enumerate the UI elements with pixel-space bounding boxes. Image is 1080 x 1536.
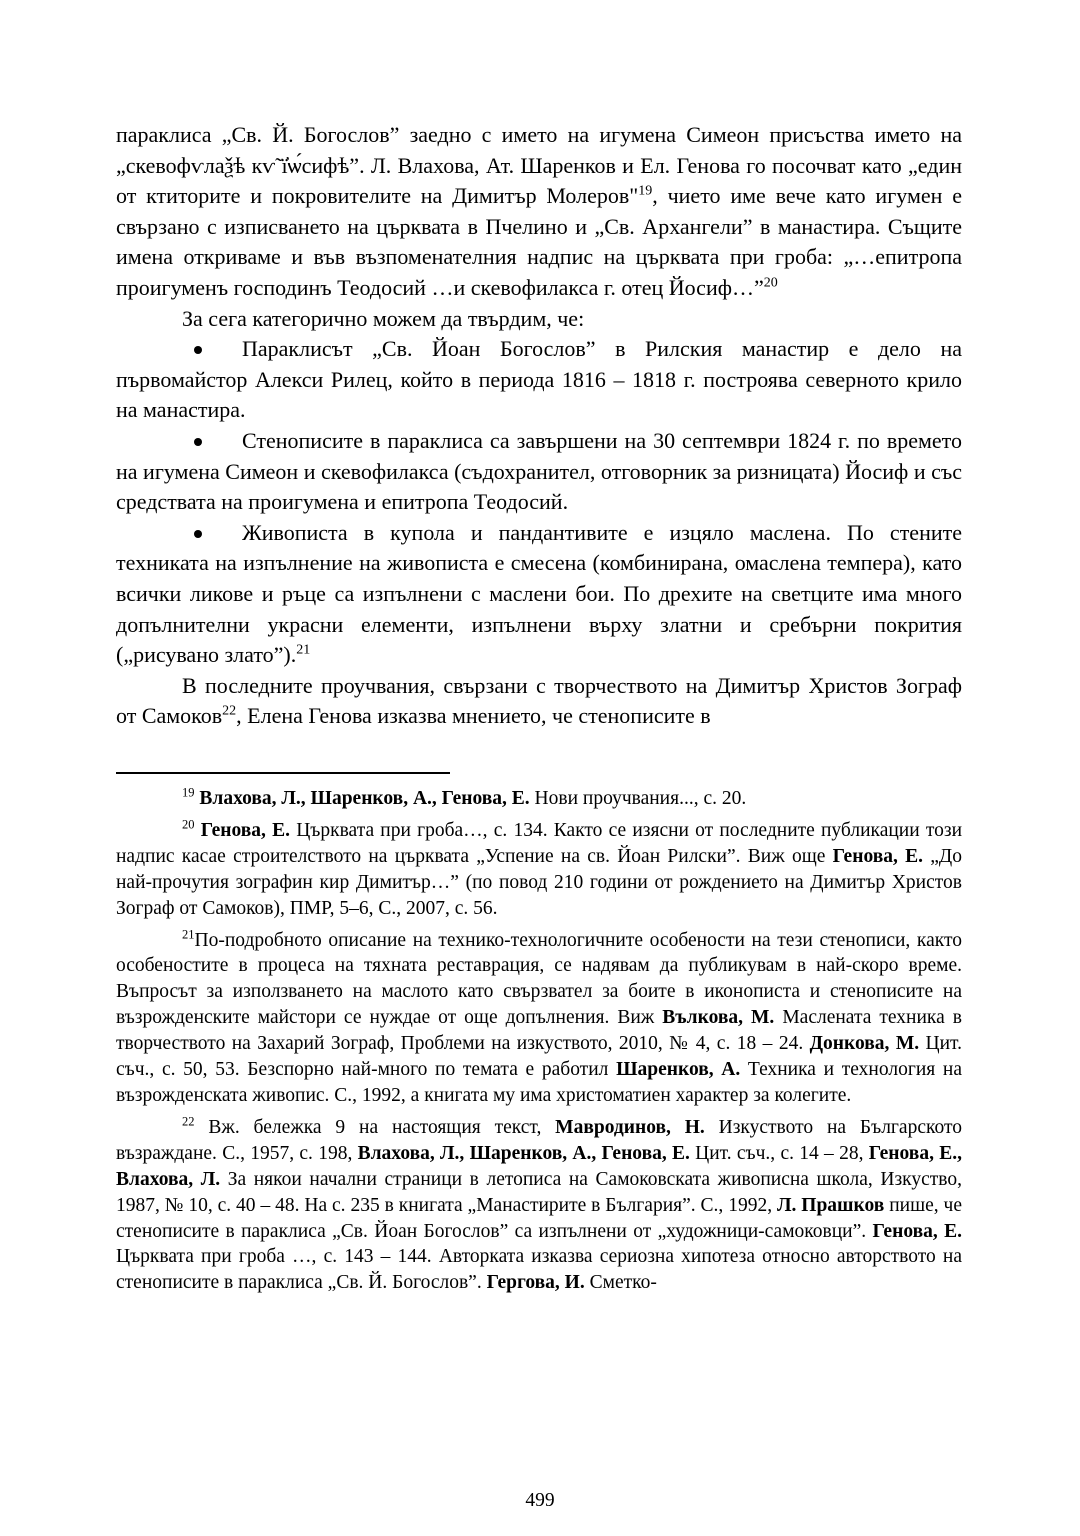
footnote-21-author-2: Донкова, М. xyxy=(809,1033,920,1055)
footnote-ref-19[interactable]: 19 xyxy=(638,183,653,199)
footnote-separator xyxy=(116,772,450,774)
footnote-19-author: Влахова, Л., Шаренков, А., Генова, Е. xyxy=(199,788,530,809)
footnote-20-number: 20 xyxy=(182,817,195,832)
footnote-22-author-6: Гергова, И. xyxy=(486,1272,585,1294)
footnote-20-text-1: Църквата при гроба…, с. 134. Както се изясни от последните публикации този надпис касае строителството на църквата „Успение на св. Йоан Рилски”. Виж още xyxy=(116,819,963,867)
bullet-item-2-text: Стенописите в параклиса са завършени на 30 септември 1824 г. по времето на игумена Симеон и скевофилакса (съдохранител, отговорник за ризницата) Йосиф и със средствата на проигумена и епитропа Теодосий. xyxy=(116,427,962,515)
footnote-22-text-6: Църквата при гроба …, с. 143 – 144. Авторката изказва сериозна хипотеза относно авторството на стенописите в параклиса „Св. Й. Богослов”. xyxy=(116,1246,962,1294)
footnote-19-number: 19 xyxy=(182,785,195,800)
bullet-item-3 xyxy=(116,518,962,671)
bullet-icon xyxy=(194,530,202,538)
paragraph-3 xyxy=(116,671,962,732)
footnote-20 xyxy=(116,818,962,922)
footnote-22 xyxy=(116,1115,962,1296)
footnote-22-text-1: Вж. бележка 9 на настоящия текст, xyxy=(194,1116,556,1138)
footnote-ref-22[interactable]: 22 xyxy=(222,703,237,719)
footnote-22-author-3: Генова, Е., Влахова, Л. xyxy=(116,1142,962,1190)
bullet-item-1 xyxy=(116,334,962,426)
paragraph-1-text-a: параклиса „Св. Й. Богослов” заедно с името на игумена Симеон присъства името на „скевофѵлаѯѣ кѵ̃ ї҆ѡ́сифѣ”. Л. Влахова, Ат. Шаренков и Ел. Генова го посочват като „един от ктиторите и покровителите на Димитър Молеров" xyxy=(116,122,962,209)
footnote-22-text-2: Изкуството на Българското възраждане. С., 1957, с. 198, xyxy=(116,1116,962,1164)
footnote-ref-21[interactable]: 21 xyxy=(296,642,311,658)
bullet-item-1-text: Параклисът „Св. Йоан Богослов” в Рилския манастир е дело на първомайстор Алекси Рилец, който в периода 1816 – 1818 г. построява северното крило на манастира. xyxy=(116,336,962,423)
paragraph-1-text-b: , чието име вече като игумен е свързано с изписването на църквата в Пчелино и „Св. Архангели” в манастира. Същите имена откриваме и във възпоменателния надпис на църквата при гроба: „…епитропа проигуменъ господинъ Теодосий …и скевофилакса г. отец Йосиф…” xyxy=(116,183,962,300)
main-text xyxy=(116,120,962,732)
footnote-22-text-3: Цит. съч., с. 14 – 28, xyxy=(689,1142,869,1164)
page-number: 499 xyxy=(525,1490,555,1511)
footnote-19 xyxy=(116,786,962,812)
bullet-item-3-text: Живописта в купола и пандантивите е изцяло маслена. По стените техниката на изпълнение на живописта е смесена (комбинирана, омаслена темпера), като всички ликове и ръце са изпълнени с маслени бои. По дрехите на светците има много допълнителни украсни елементи, изпълнени върху златни и сребърни покрития („рисувано злато”). xyxy=(116,519,962,668)
footnote-20-author-1: Генова, Е. xyxy=(200,819,291,841)
footnote-22-author-4: Л. Прашков xyxy=(776,1194,885,1216)
bullet-item-2 xyxy=(116,426,962,518)
footnote-21-number: 21 xyxy=(182,927,195,942)
paragraph-3-text-b: , Елена Генова изказва мнението, че стенописите в xyxy=(236,703,711,729)
footnote-22-text-7: Сметко- xyxy=(584,1272,657,1294)
footnote-22-number: 22 xyxy=(182,1114,195,1129)
paragraph-3-text-a: В последните проучвания, свързани с творчеството на Димитър Христов Зограф от Самоков xyxy=(116,672,962,729)
footnote-22-text-5: пише, че стенописите в параклиса „Св. Йоан Богослов” са изпълнени от „художници-самоковци”. xyxy=(116,1194,962,1242)
footnote-20-author-2: Генова, Е. xyxy=(832,845,924,867)
footnote-19-text: Нови проучвания..., с. 20. xyxy=(529,788,747,809)
footnote-21-text-1: По-подробното описание на технико-технологичните особености на тези стенописи, както особеностите в процеса на тяхната реставрация, се надявам да публикувам в най-скоро време. Въпросът за използването на маслото като свързвател за боите в иконописта и стенописите на възрожденските майстори се нуждае от още допълнения. Виж xyxy=(116,929,962,1029)
footnote-22-author-1: Мавродинов, Н. xyxy=(555,1116,705,1138)
footnote-21-author-3: Шаренков, А. xyxy=(616,1059,741,1081)
footnote-ref-20[interactable]: 20 xyxy=(763,275,778,291)
footnote-20-text-2: „До най-прочутия зографин кир Димитър…” (по повод 210 години от рождението на Димитър Христов Зограф от Самоков), ПМР, 5–6, С., 2007, с. 56. xyxy=(116,845,962,919)
footnote-22-author-2: Влахова, Л., Шаренков, А., Генова, Е. xyxy=(357,1142,690,1164)
paragraph-1 xyxy=(116,120,962,304)
footnote-21-text-4: Техника и технология на възрожденската живопис. С., 1992, а книгата му има христоматиен характер за колегите. xyxy=(116,1059,963,1106)
bullet-icon xyxy=(194,346,202,354)
bullet-icon xyxy=(194,438,202,446)
paragraph-2: За сега категорично можем да твърдим, че: xyxy=(182,305,585,331)
footnotes xyxy=(116,786,962,1302)
footnote-21-author-1: Вълкова, М. xyxy=(662,1007,775,1029)
footnote-21-text-3: Цит. съч., с. 50, 53. Безспорно най-много по темата е работил xyxy=(116,1033,962,1081)
footnote-21 xyxy=(116,928,962,1109)
footnote-21-text-2: Маслената техника в творчеството на Захарий Зограф, Проблеми на изкуството, 2010, № 4, с. 18 – 24. xyxy=(116,1007,962,1055)
footnote-22-author-5: Генова, Е. xyxy=(872,1220,962,1242)
footnote-22-text-4: За някои начални страници в летописа на Самоковската живописна школа, Изкуство, 1987, № 10, с. 40 – 48. На с. 235 в книгата „Манастирите в България”. С., 1992, xyxy=(116,1168,962,1216)
